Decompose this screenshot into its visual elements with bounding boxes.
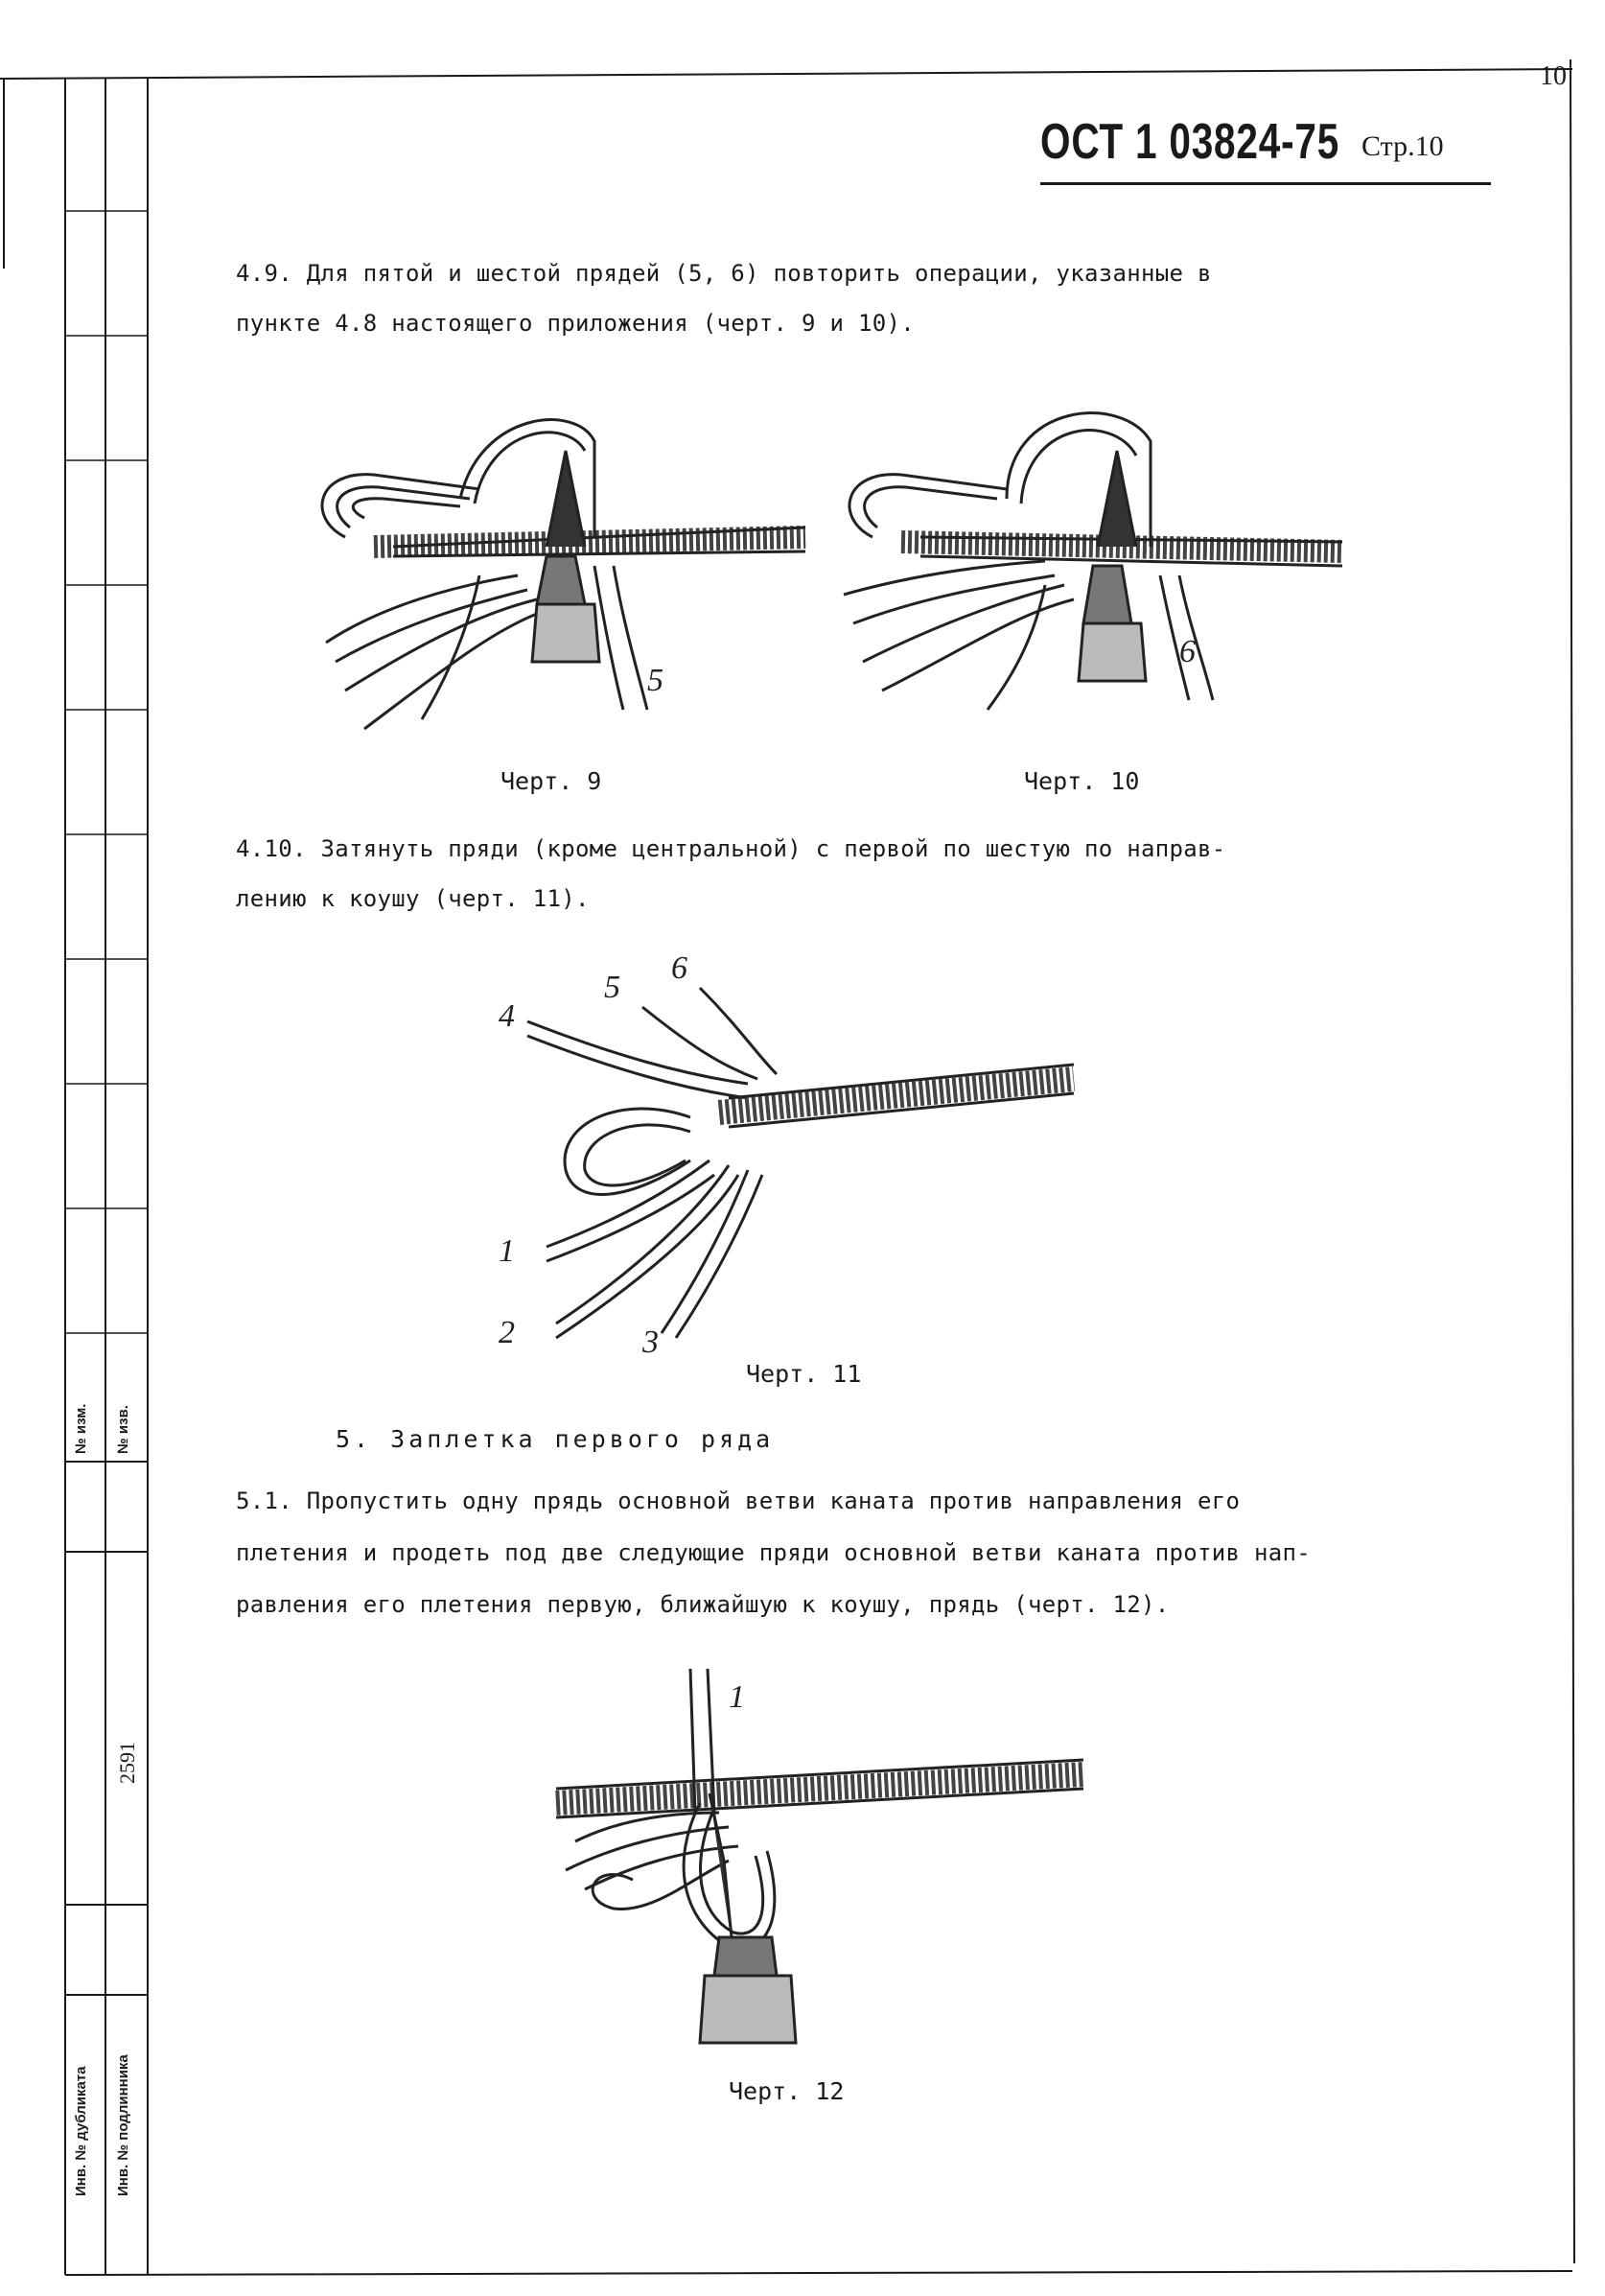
paragraph-5-1-cont: плетения и продеть под две следующие пряди основной ветви каната против нап-: [236, 1539, 1311, 1566]
paragraph-5-1-cont2: равления его плетения первую, ближайшую к коушу, прядь (черт. 12).: [236, 1591, 1170, 1618]
figure-11-label-6: 6: [671, 950, 687, 986]
paragraph-4-10: 4.10. Затянуть пряди (кроме центральной) с первой по шестую по направ-: [236, 835, 1226, 862]
paragraph-4-9: 4.9. Для пятой и шестой прядей (5, 6) повторить операции, указанные в: [236, 260, 1212, 287]
figure-10-caption: Черт. 10: [1024, 767, 1140, 795]
figure-10-drawing: [834, 384, 1371, 758]
figure-12-caption: Черт. 12: [729, 2077, 845, 2105]
figure-11-label-1: 1: [499, 1233, 515, 1269]
sidebar-izv-label: № изв.: [115, 1405, 131, 1454]
standard-code: ОСТ 1 03824-75: [1040, 114, 1340, 170]
figure-11-caption: Черт. 11: [746, 1360, 862, 1388]
figure-9-caption: Черт. 9: [500, 767, 602, 795]
section-5-heading: 5. Заплетка первого ряда: [336, 1425, 775, 1453]
sidebar-dubl-label: Инв. № дубликата: [73, 2066, 89, 2196]
figure-11-label-3: 3: [642, 1324, 659, 1360]
figure-12-label: 1: [729, 1679, 745, 1715]
figure-12-drawing: [537, 1669, 1112, 2072]
figure-9-drawing: [307, 384, 844, 758]
paragraph-4-10-cont: лению к коушу (черт. 11).: [236, 885, 590, 912]
paragraph-5-1: 5.1. Пропустить одну прядь основной ветви каната против направления его: [236, 1488, 1241, 1514]
header-rule: [1040, 182, 1491, 185]
paragraph-4-9-cont: пункте 4.8 настоящего приложения (черт. 9 и 10).: [236, 310, 915, 337]
page-label: Стр.10: [1361, 130, 1444, 162]
document-header: [1040, 113, 1491, 190]
page-number: 10: [1540, 61, 1567, 91]
figure-11-label-4: 4: [499, 998, 515, 1034]
figure-11-drawing: [470, 949, 1103, 1362]
sidebar-podl-label: Инв. № подлинника: [115, 2054, 131, 2196]
figure-10-label: 6: [1179, 634, 1196, 669]
sidebar-izm-label: № изм.: [73, 1403, 89, 1454]
sidebar-number: 2591: [115, 1742, 139, 1784]
figure-11-label-2: 2: [499, 1315, 515, 1350]
figure-11-label-5: 5: [604, 970, 620, 1005]
figure-9-label: 5: [647, 663, 663, 698]
